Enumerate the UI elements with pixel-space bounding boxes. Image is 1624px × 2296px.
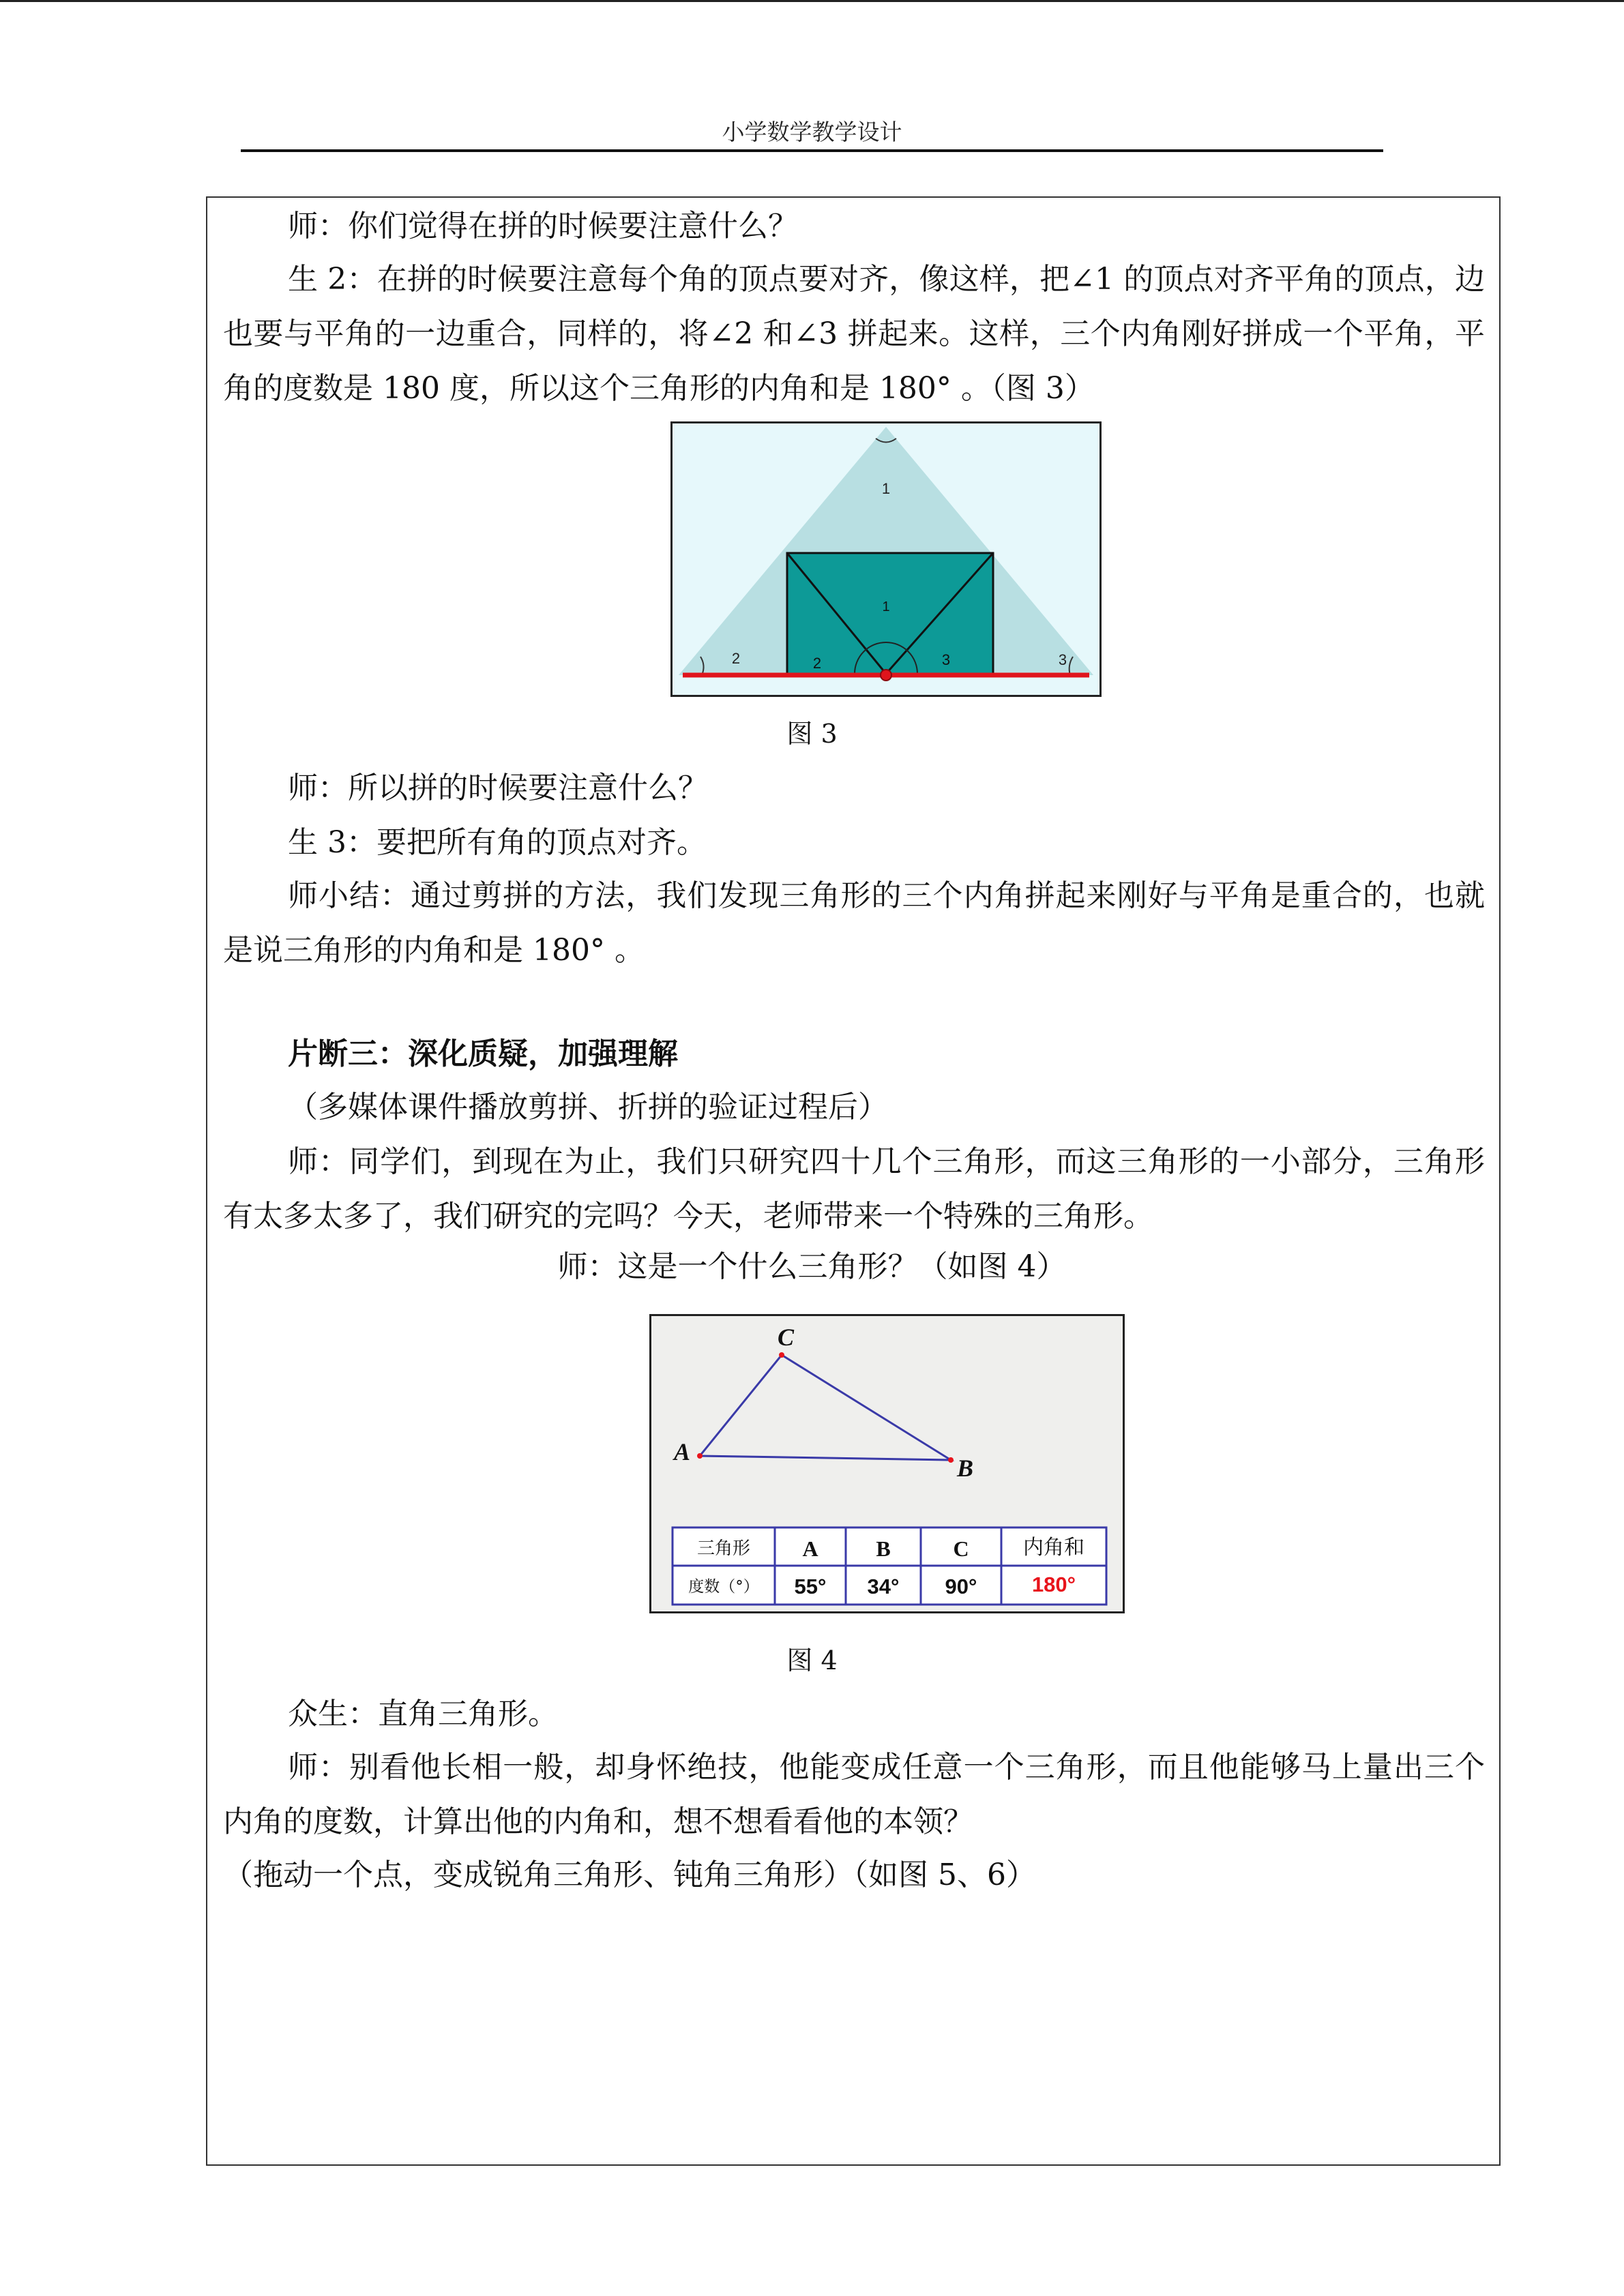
figure-4-caption: 图 4: [786, 1645, 838, 1675]
paragraph-teacher-question-2: 师：所以拼的时候要注意什么？: [288, 771, 708, 805]
figure-4-table-header-b: B: [876, 1536, 891, 1561]
paragraph-student-2-answer: 生 2：在拼的时候要注意每个角的顶点要对齐，像这样，把∠1 的顶点对齐平角的顶点，边也要与平角的一边重合，同样的，将∠2 和∠3 拼起来。这样，三个内角刚好拼成一个平角，平角的度数是 180 度，所以这个三角形的内角和是 180° 。（图 3）: [223, 262, 1485, 406]
paragraph-teacher-summary: 师小结：通过剪拼的方法，我们发现三角形的三个内角拼起来刚好与平角是重合的，也就是说三角形的内角和是 180° 。: [223, 878, 1485, 968]
figure-3-angle-puzzle: [670, 421, 1102, 697]
figure-4-table-value-sum: 180°: [1031, 1572, 1076, 1596]
paragraph-teacher-describe: 师：别看他长相一般，却身怀绝技，他能变成任意一个三角形，而且他能够马上量出三个内角的度数，计算出他的内角和，想不想看看他的本领？: [223, 1750, 1485, 1839]
paragraph-student-3-answer: 生 3：要把所有角的顶点对齐。: [288, 825, 707, 860]
figure-4-table-header-a: A: [802, 1536, 818, 1561]
figure-4-table-value-b: 34°: [867, 1575, 900, 1598]
figure-3-label-3-right: 3: [1058, 651, 1067, 668]
paragraph-multimedia-note: （多媒体课件播放剪拼、折拼的验证过程后）: [288, 1090, 888, 1124]
figure-4-table-row-label: 度数（°）: [688, 1578, 759, 1596]
figure-4-vertex-c-dot: [779, 1352, 784, 1358]
figure-3-label-1-top: 1: [881, 480, 891, 497]
figure-4-table-header-c: C: [953, 1536, 969, 1561]
paragraph-drag-note: （拖动一个点，变成锐角三角形、钝角三角形）（如图 5、6）: [223, 1858, 1036, 1892]
paragraph-teacher-question: 师：你们觉得在拼的时候要注意什么？: [288, 209, 798, 243]
figure-4-angle-table: [673, 1527, 1106, 1605]
figure-3-label-2-moved: 2: [812, 655, 822, 672]
figure-3-vertex-dot: [881, 670, 891, 681]
figure-3-label-3-moved: 3: [941, 651, 951, 668]
figure-3-label-1-moved: 1: [882, 599, 890, 614]
header-rule: [241, 149, 1383, 152]
figure-4-triangle-measurement: [649, 1314, 1125, 1613]
figure-4-table-value-c: 90°: [945, 1575, 977, 1598]
figure-4-table-header-triangle: 三角形: [696, 1538, 751, 1559]
figure-3-label-2-left: 2: [731, 650, 741, 667]
figure-4-vertex-a-dot: [697, 1453, 703, 1459]
figure-4-vertex-b-label: B: [956, 1455, 974, 1482]
section-title: 片断三：深化质疑，加强理解: [288, 1037, 678, 1071]
paragraph-teacher-question-figure-4: 师：这是一个什么三角形？（如图 4）: [557, 1249, 1067, 1284]
figure-4-table-header-sum: 内角和: [1023, 1536, 1084, 1560]
page-header-title: 小学数学教学设计: [722, 119, 902, 145]
figure-3-caption: 图 3: [786, 719, 838, 749]
figure-4-vertex-c-label: C: [777, 1324, 795, 1351]
paragraph-teacher-intro-special-triangle: 师：同学们，到现在为止，我们只研究四十几个三角形，而这三角形的一小部分，三角形有太多太多了，我们研究的完吗？今天，老师带来一个特殊的三角形。: [223, 1144, 1485, 1234]
paragraph-students-answer: 众生：直角三角形。: [288, 1697, 558, 1731]
figure-4-vertex-b-dot: [948, 1457, 954, 1463]
figure-4-vertex-a-label: A: [673, 1438, 691, 1465]
page-top-border: [0, 0, 1624, 2]
figure-4-table-value-a: 55°: [794, 1575, 827, 1598]
